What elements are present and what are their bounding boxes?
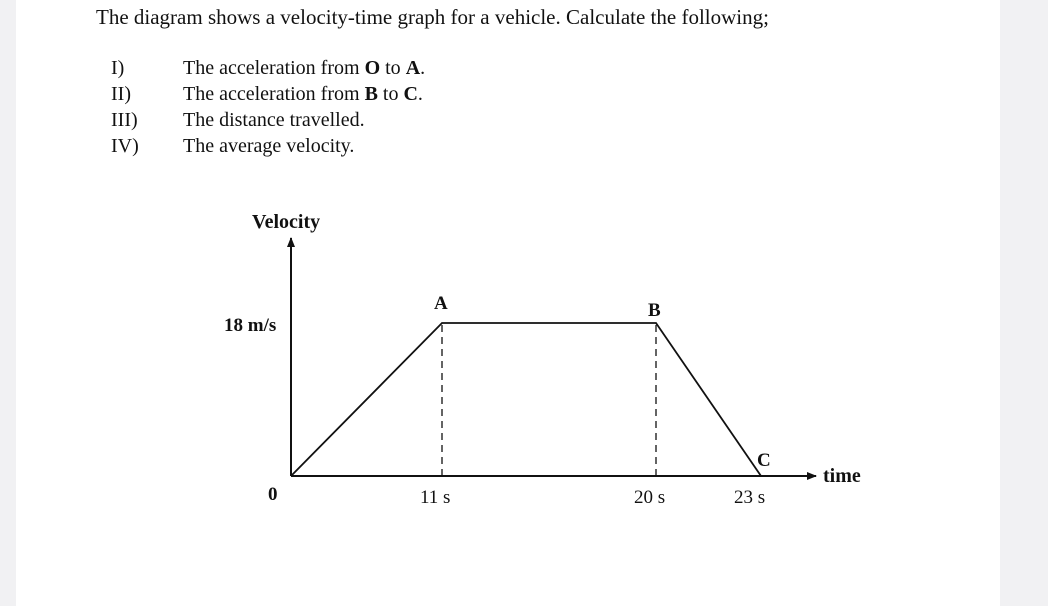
document-page — [16, 0, 1000, 606]
question-text: The average velocity. — [183, 135, 355, 157]
question-number: III) — [111, 109, 138, 131]
y-axis-label: Velocity — [252, 211, 321, 233]
tick-label-c: 23 s — [734, 487, 766, 508]
x-axis-label: time — [823, 465, 861, 487]
velocity-time-graph — [16, 0, 1000, 606]
velocity-trace — [291, 323, 761, 476]
point-c-label: C — [757, 450, 771, 471]
question-number: I) — [111, 57, 125, 79]
tick-label-a: 11 s — [420, 487, 451, 508]
question-number: IV) — [111, 135, 139, 157]
tick-label-b: 20 s — [634, 487, 666, 508]
point-b-label: B — [648, 300, 661, 321]
intro-text: The diagram shows a velocity-time graph for a vehicle. Calculate the following; — [96, 5, 769, 29]
question-number: II) — [111, 83, 131, 105]
y-value-label: 18 m/s — [224, 315, 277, 336]
point-a-label: A — [434, 293, 448, 314]
question-text: The acceleration from O to A. — [183, 57, 426, 79]
question-text: The distance travelled. — [183, 109, 365, 131]
question-text: The acceleration from B to C. — [183, 83, 423, 105]
origin-label: 0 — [268, 484, 278, 505]
